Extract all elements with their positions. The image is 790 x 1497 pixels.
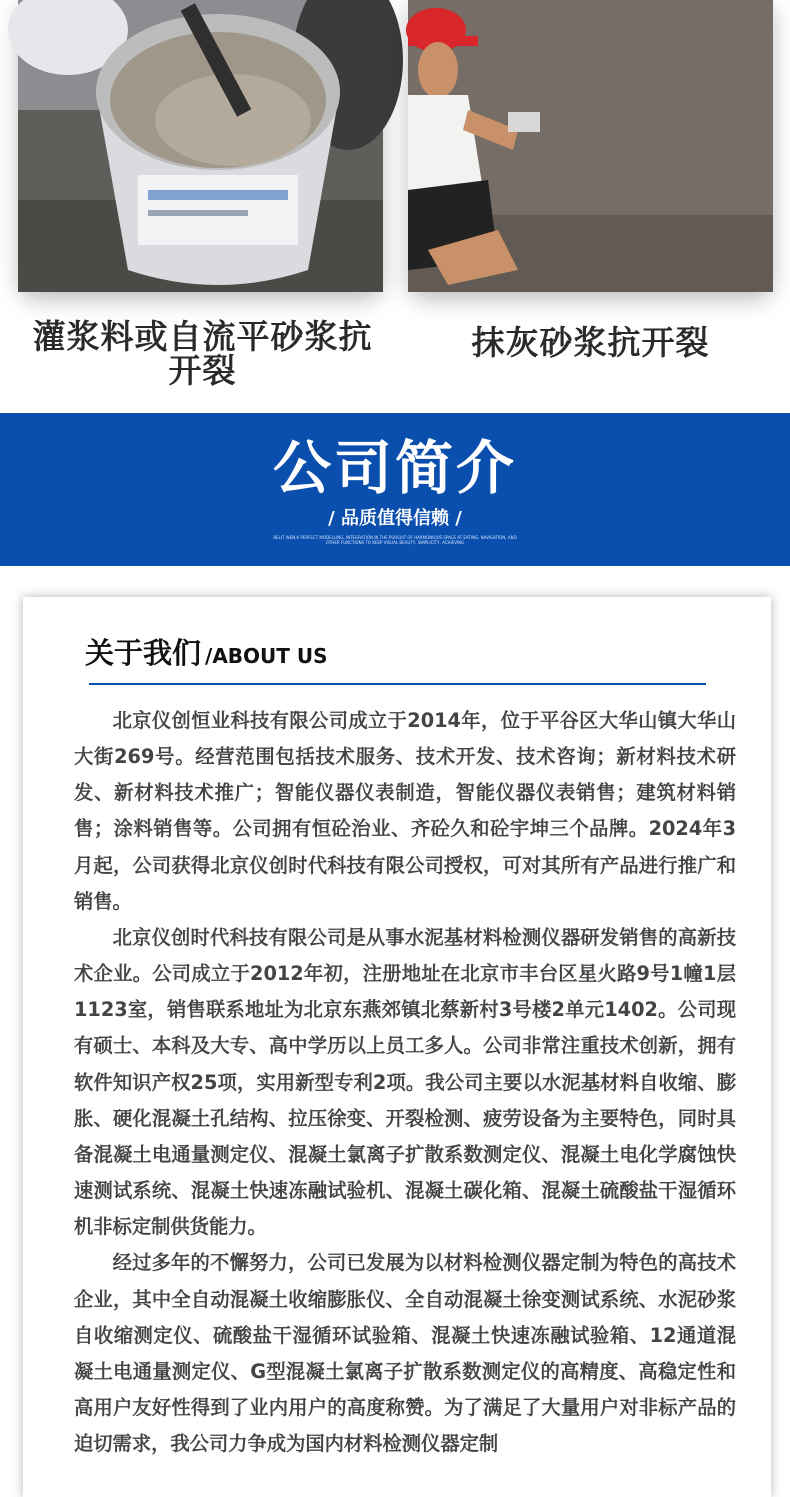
about-heading	[85, 631, 328, 672]
about-us-card	[23, 597, 771, 1497]
about-title-cn: 关于我们	[85, 636, 202, 670]
about-title-en: /ABOUT US	[205, 644, 328, 668]
about-body	[74, 703, 736, 1462]
product-photo-plastering-worker	[408, 0, 773, 292]
about-paragraph: 经过多年的不懈努力，公司已发展为以材料检测仪器定制为特色的高技术企业，其中全自动混凝土收缩膨胀仪、全自动混凝土徐变测试系统、水泥砂浆自收缩测定仪、硫酸盐干湿循环试验箱、混凝土快速冻融试验箱、12通道混凝土电通量测定仪、G型混凝土氯离子扩散系数测定仪的高精度、高稳定性和高用户友好性得到了业内用户的高度称赞。为了满足了大量用户对非标产品的迫切需求，我公司力争成为国内材料检测仪器定制	[74, 1251, 736, 1456]
product-photo-grout-bucket	[18, 0, 383, 292]
about-paragraph: 北京仪创时代科技有限公司是从事水泥基材料检测仪器研发销售的高新技术企业。公司成立于2012年初，注册地址在北京市丰台区星火路9号1幢1层1123室，销售联系地址为北京东燕郊镇北蔡新村3号楼2单元1402。公司现有硕士、本科及大专、高中学历以上员工多人。公司非常注重技术创新，拥有软件知识产权25项，实用新型专利2项。我公司主要以水泥基材料自收缩、膨胀、硬化混凝土孔结构、拉压徐变、开裂检测、疲劳设备为主要特色，同时具备混凝土电通量测定仪、混凝土氯离子扩散系数测定仪、混凝土电化学腐蚀快速测试系统、混凝土快速冻融试验机、混凝土碳化箱、混凝土硫酸盐干湿循环机非标定制供货能力。	[74, 925, 736, 1239]
company-intro-banner	[0, 413, 790, 566]
banner-tiny-text: BELIT WEN.K PERFECT MODELLING, INTEGRATION IN THE PURSUIT OF HARMONIOUS SPACE AT EATING, NAVIGATION, AND OTHER FUNCTIONS TO KEEP VISUAL BEAUTY, SIMPLICITY, ACHIEVING	[273, 535, 517, 545]
product-caption-grout: 灌浆料或自流平砂浆抗开裂	[32, 317, 373, 390]
about-paragraph: 北京仪创恒业科技有限公司成立于2014年，位于平谷区大华山镇大华山大街269号。经营范围包括技术服务、技术开发、技术咨询；新材料技术研发、新材料技术推广；智能仪器仪表制造，智能仪器仪表销售；建筑材料销售；涂料销售等。公司拥有恒砼治业、齐砼久和砼宇坤三个品牌。2024年3月起，公司获得北京仪创时代科技有限公司授权，可对其所有产品进行推广和销售。	[74, 709, 736, 913]
heading-divider	[89, 683, 706, 685]
banner-title: 公司简介	[272, 434, 517, 502]
banner-subtitle: / 品质值得信赖 /	[328, 508, 462, 529]
product-caption-plaster: 抹灰砂浆抗开裂	[471, 323, 710, 362]
